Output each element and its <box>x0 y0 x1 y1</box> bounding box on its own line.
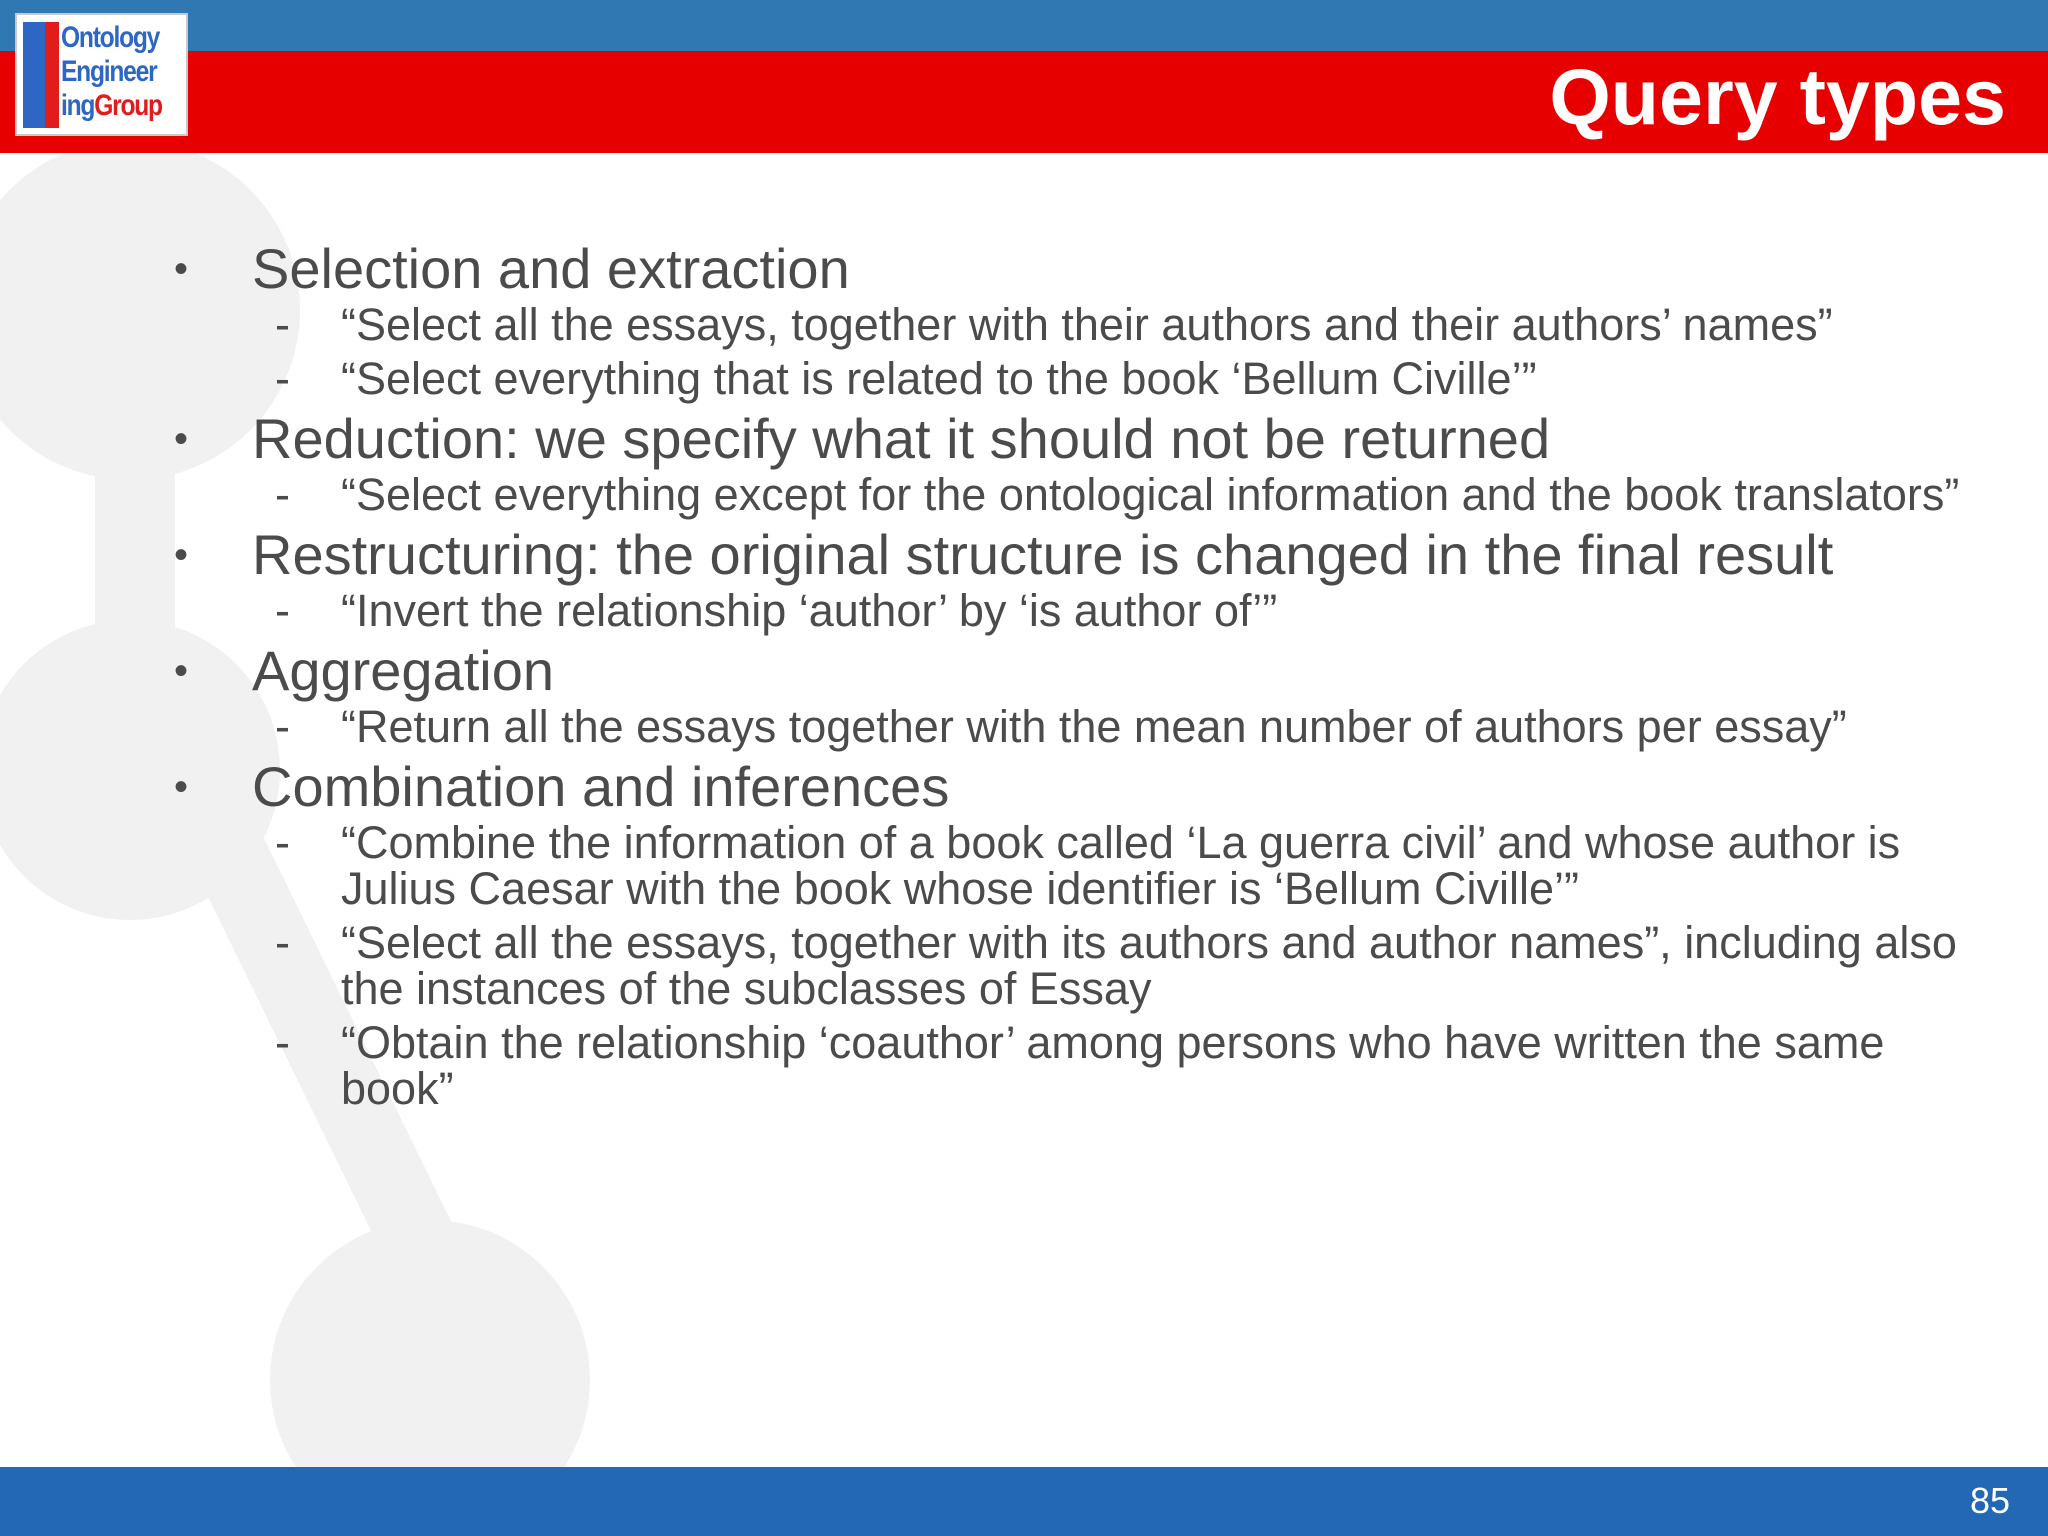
bullet-item <box>172 755 1912 818</box>
sub-item <box>172 701 1912 752</box>
bullet-text: Combination and inferences <box>252 755 950 818</box>
slide-title: Query types <box>1549 52 2006 141</box>
page-number: 85 <box>1969 1480 2010 1521</box>
sub-item <box>172 917 1957 1014</box>
bullet-dot: • <box>174 533 189 577</box>
bullet-text: Selection and extraction <box>252 237 850 300</box>
sub-text: “Select all the essays, together with its authors and author names”, including also the instances of the subclasses of Essay <box>341 917 1957 1014</box>
sub-text: “Return all the essays together with the mean number of authors per essay” <box>341 701 1847 752</box>
sub-item <box>172 469 1960 520</box>
logo-text-line-2: Engineer <box>61 55 157 88</box>
sub-dash: - <box>275 701 290 752</box>
sub-dash: - <box>275 1017 290 1068</box>
bullet-item <box>172 407 1912 470</box>
bullet-dot: • <box>174 247 189 291</box>
sub-text: “Select everything that is related to the book ‘Bellum Civille’” <box>341 353 1537 404</box>
bullet-dot: • <box>174 765 189 809</box>
bullet-text: Restructuring: the original structure is changed in the final result <box>252 523 1834 586</box>
logo-blue-stripe <box>23 22 45 128</box>
bullet-text: Reduction: we specify what it should not be returned <box>252 407 1551 470</box>
logo-red-stripe <box>45 22 59 128</box>
sub-text: “Select all the essays, together with their authors and their authors’ names” <box>341 299 1833 350</box>
logo-text-line-1: Ontology <box>61 21 160 54</box>
sub-dash: - <box>275 585 290 636</box>
bullet-dot: • <box>174 417 189 461</box>
sub-item <box>172 1017 1912 1114</box>
logo-text-group: Group <box>94 89 162 122</box>
ontology-engineering-group-logo <box>15 13 188 136</box>
sub-item <box>172 353 1912 404</box>
footer-band <box>0 1467 2048 1536</box>
sub-dash: - <box>275 917 290 968</box>
sub-text: “Select everything except for the ontological information and the book translators” <box>341 469 1960 520</box>
sub-text: “Obtain the relationship ‘coauthor’ among persons who have written the same book” <box>341 1017 1885 1114</box>
sub-item <box>172 585 1912 636</box>
bullet-dot: • <box>174 649 189 693</box>
bullet-item <box>172 639 1912 702</box>
logo-text-ing: ing <box>61 89 95 122</box>
sub-dash: - <box>275 817 290 868</box>
logo-text-line-3 <box>61 89 162 123</box>
sub-dash: - <box>275 353 290 404</box>
sub-text: “Combine the information of a book called ‘La guerra civil’ and whose author is Julius Caesar with the book whose identifier is ‘Bellum Civille’” <box>341 817 1901 914</box>
sub-dash: - <box>275 469 290 520</box>
sub-item <box>172 299 1912 350</box>
top-band <box>0 0 2048 51</box>
bullet-item <box>172 523 1912 586</box>
bullet-item <box>172 237 1912 300</box>
sub-dash: - <box>275 299 290 350</box>
sub-item <box>172 817 1912 914</box>
slide-content <box>172 236 1960 1120</box>
bullet-text: Aggregation <box>252 639 555 702</box>
sub-text: “Invert the relationship ‘author’ by ‘is author of’” <box>341 585 1278 636</box>
